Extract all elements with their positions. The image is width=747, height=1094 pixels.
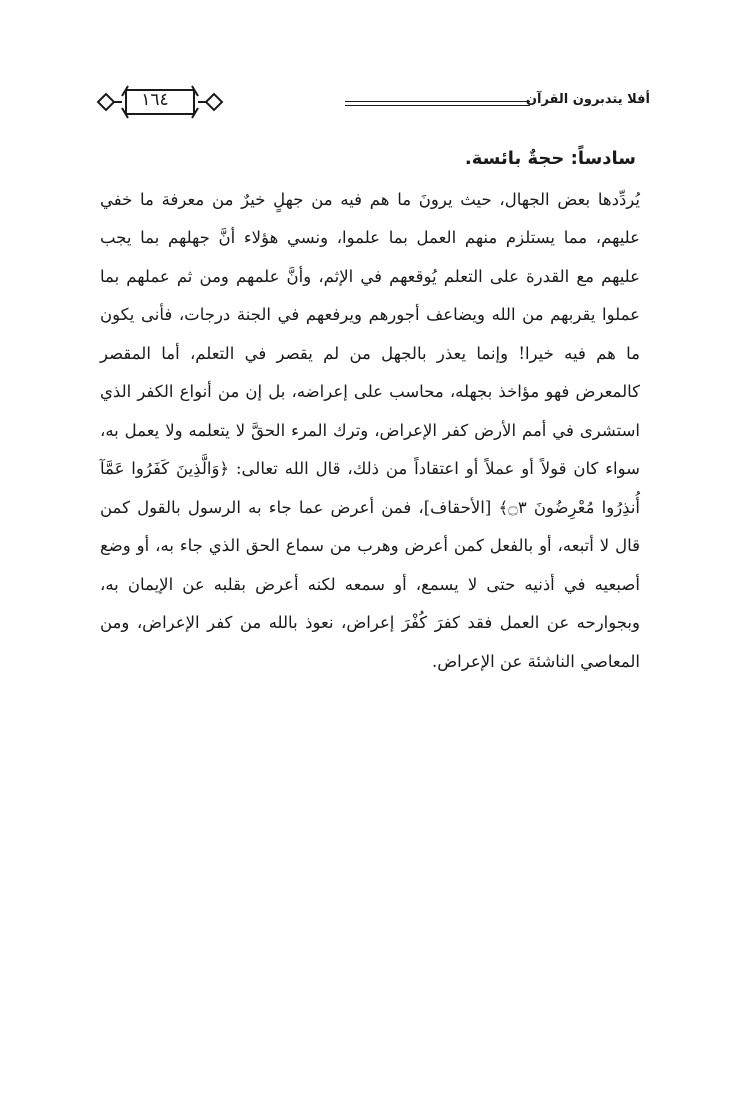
- body-paragraph: يُردِّدها بعض الجهال، حيث يرونَ ما هم فيه من جهلٍ خيرٌ من معرفة ما خفي عليهم، مما يستلزم منهم العمل بما علموا، ونسي هؤلاء أنَّ جهلهم بما يجب عليهم مع القدرة على التعلم يُوقعهم في الإثم، وأنَّ علمهم ومن ثم عملهم بما عملوا يقربهم من الله ويضاعف أجورهم ويرفعهم في الجنة درجات، فأنى يكون ما هم فيه خيرا! وإنما يعذر بالجهل من لم يقصر في التعلم، أما المقصر كالمعرض فهو مؤاخذ بجهله، محاسب على إعراضه، بل إن من أنواع الكفر الذي استشرى في أمم الأرض كفر الإعراض، وترك المرء الحقَّ لا يتعلمه ولا يعمل به، سواء كان قولاً أو عملاً أو اعتقاداً من ذلك، قال الله تعالى: ﴿وَالَّذِينَ كَفَرُوا عَمَّآ أُنذِرُوا مُعْرِضُونَ ۝٣﴾ [الأحقاف]، فمن أعرض عما جاء به الرسول بالقول كمن قال لا أتبعه، أو بالفعل كمن أعرض وهرب من سماع الحق الذي جاء به، أو وضع أصبعيه في أذنيه حتى لا يسمع، أو سمعه لكنه أعرض بقلبه عن الإيمان به، وبجوارحه عن العمل فقد كفرَ كُفْرَ إعراض، نعوذ بالله من كفر الإعراض، ومن المعاصي الناشئة عن الإعراض.: [100, 189, 640, 671]
- section-heading: سادساً: حجةٌ بائسة.: [464, 148, 636, 169]
- running-title: أفلا يتدبرون القرآن: [525, 92, 650, 107]
- page-header: [90, 82, 650, 122]
- page-body: [100, 140, 640, 681]
- header-rule: [345, 101, 530, 106]
- page-number: ١٦٤: [141, 90, 169, 110]
